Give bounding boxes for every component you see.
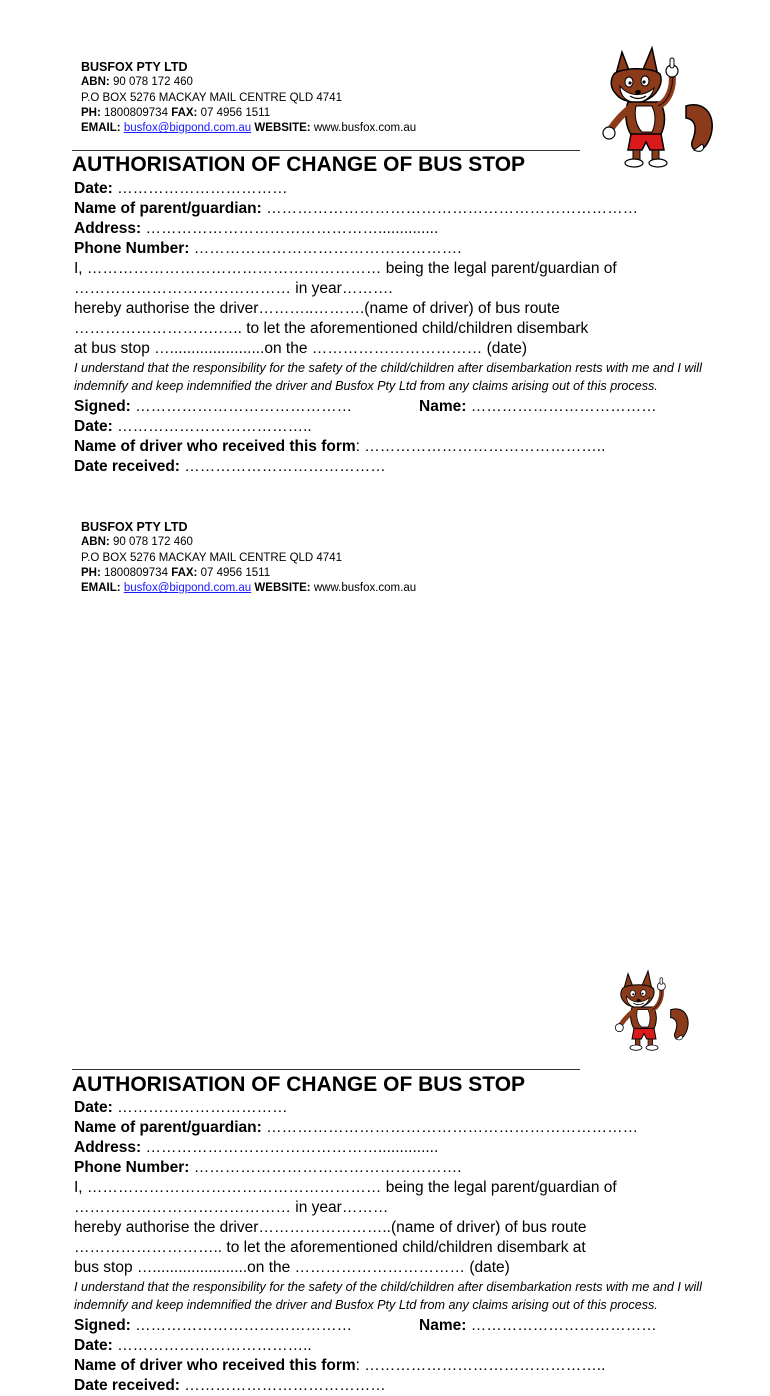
statement-line-3: hereby authorise the driver………..……….(name of driver) of bus route <box>74 300 560 317</box>
text-fragment: 90 078 172 460 <box>112 76 193 89</box>
name-field[interactable]: ……………………………… <box>470 398 657 415</box>
statement-line-2: …………………………………… in year……… <box>74 1199 389 1216</box>
statement-line-1: I, ………………………………………………… being the legal parent/guardian of <box>74 1179 617 1196</box>
date2-row <box>74 417 706 437</box>
text-fragment: 07 4956 1511 <box>200 106 271 119</box>
date-field[interactable]: …………………………… <box>117 1099 288 1116</box>
received-row <box>74 1376 706 1396</box>
signature-row <box>74 397 706 417</box>
company-abn <box>81 75 416 90</box>
text-fragment: ABN: <box>81 536 110 549</box>
parent-field[interactable]: ……………………………………………………………… <box>266 200 639 217</box>
parent-row <box>74 199 706 219</box>
company-abn <box>81 535 416 550</box>
date2-field[interactable]: ……………………………….. <box>117 1337 312 1354</box>
signed-field[interactable]: …………………………………… <box>135 1317 353 1334</box>
parent-row <box>74 1118 706 1138</box>
address-label: Address: <box>74 1139 142 1156</box>
signed-label: Signed: <box>74 398 131 415</box>
address-field[interactable]: ……………………………………….............. <box>145 220 439 237</box>
signed-field[interactable]: …………………………………… <box>135 398 353 415</box>
statement-line-3: hereby authorise the driver……………………..(name of driver) of bus route <box>74 1219 587 1236</box>
name-field[interactable]: ……………………………… <box>470 1317 657 1334</box>
company-name: BUSFOX PTY LTD <box>81 60 188 74</box>
phone-label: Phone Number: <box>74 240 190 257</box>
driver-row <box>74 1356 706 1376</box>
form-body <box>74 179 706 477</box>
company-phone <box>81 106 416 121</box>
date2-row <box>74 1336 706 1356</box>
email-link[interactable]: busfox@bigpond.com.au <box>123 582 252 595</box>
statement-line-5: bus stop …......................on the …………………………… (date) <box>74 1259 510 1276</box>
signed-label: Signed: <box>74 1317 131 1334</box>
date-label: Date: <box>74 180 113 197</box>
date-label: Date: <box>74 1099 113 1116</box>
date2-label: Date: <box>74 418 113 435</box>
address-label: Address: <box>74 220 142 237</box>
received-field[interactable]: ………………………………… <box>184 1377 386 1394</box>
received-label: Date received: <box>74 458 180 475</box>
parent-label: Name of parent/guardian: <box>74 1119 262 1136</box>
phone-row <box>74 239 706 259</box>
received-field[interactable]: ………………………………… <box>184 458 386 475</box>
date-row <box>74 1098 706 1118</box>
text-fragment: EMAIL: <box>81 122 121 135</box>
date2-field[interactable]: ……………………………….. <box>117 418 312 435</box>
text-fragment: ABN: <box>81 76 110 89</box>
website-text: www.busfox.com.au <box>313 582 417 595</box>
name-label: Name: <box>419 1317 467 1334</box>
form-title: AUTHORISATION OF CHANGE OF BUS STOP <box>72 150 580 177</box>
form-title: AUTHORISATION OF CHANGE OF BUS STOP <box>72 1069 580 1097</box>
company-header <box>81 520 416 596</box>
driver-field[interactable]: : ……………………………………….. <box>355 1357 606 1374</box>
statement-line-2: …………………………………… in year………. <box>74 280 393 297</box>
name-label: Name: <box>419 398 467 415</box>
statement-line-4: ……………………….. to let the aforementioned child/children disembark at <box>74 1239 586 1256</box>
company-contact <box>81 121 416 136</box>
date2-label: Date: <box>74 1337 113 1354</box>
statement-line-1: I, ………………………………………………… being the legal parent/guardian of <box>74 260 617 277</box>
form-body <box>74 1098 706 1396</box>
company-address: P.O BOX 5276 MACKAY MAIL CENTRE QLD 4741 <box>81 551 342 564</box>
company-contact <box>81 581 416 596</box>
driver-label: Name of driver who received this form <box>74 438 356 455</box>
text-fragment: PH: <box>81 566 101 579</box>
website-text: www.busfox.com.au <box>313 122 417 135</box>
driver-row <box>74 437 706 457</box>
date-field[interactable]: …………………………… <box>117 180 288 197</box>
text-fragment: 07 4956 1511 <box>200 566 271 579</box>
driver-field[interactable]: : ……………………………………….. <box>355 438 606 455</box>
phone-field[interactable]: ……………………………………………. <box>193 240 462 257</box>
address-row <box>74 219 706 239</box>
company-phone <box>81 566 416 581</box>
phone-label: Phone Number: <box>74 1159 190 1176</box>
signature-row <box>74 1316 706 1336</box>
text-fragment: WEBSITE: <box>254 582 311 595</box>
phone-field[interactable]: ……………………………………………. <box>193 1159 462 1176</box>
address-row <box>74 1138 706 1158</box>
date-row <box>74 179 706 199</box>
indemnity-note: I understand that the responsibility for the safety of the child/children after disembarkation rests with me and I will indemnify and keep indemnified the driver and Busfox Pty Ltd from any claims arising out of this process. <box>74 1280 702 1312</box>
company-header <box>81 60 416 136</box>
fox-mascot-icon <box>598 44 718 169</box>
text-fragment: 90 078 172 460 <box>112 536 193 549</box>
company-name: BUSFOX PTY LTD <box>81 520 188 534</box>
received-row <box>74 457 706 477</box>
phone-row <box>74 1158 706 1178</box>
address-field[interactable]: ……………………………………….............. <box>145 1139 439 1156</box>
email-link[interactable]: busfox@bigpond.com.au <box>123 122 252 135</box>
text-fragment: FAX: <box>171 106 198 119</box>
text-fragment: EMAIL: <box>81 582 121 595</box>
text-fragment: FAX: <box>171 566 198 579</box>
text-fragment: PH: <box>81 106 101 119</box>
statement-line-5: at bus stop …......................on the …………………………… (date) <box>74 340 528 357</box>
text-fragment: 1800809734 <box>104 566 168 579</box>
indemnity-note: I understand that the responsibility for the safety of the child/children after disembarkation rests with me and I will indemnify and keep indemnified the driver and Busfox Pty Ltd from any claims arising out of this process. <box>74 361 702 393</box>
text-fragment: WEBSITE: <box>254 122 311 135</box>
fox-mascot-icon <box>612 960 692 1060</box>
text-fragment: 1800809734 <box>104 106 168 119</box>
driver-label: Name of driver who received this form <box>74 1357 356 1374</box>
statement-line-4: ……………………….….. to let the aforementioned child/children disembark <box>74 320 589 337</box>
parent-field[interactable]: ……………………………………………………………… <box>266 1119 639 1136</box>
company-address: P.O BOX 5276 MACKAY MAIL CENTRE QLD 4741 <box>81 91 342 104</box>
received-label: Date received: <box>74 1377 180 1394</box>
parent-label: Name of parent/guardian: <box>74 200 262 217</box>
